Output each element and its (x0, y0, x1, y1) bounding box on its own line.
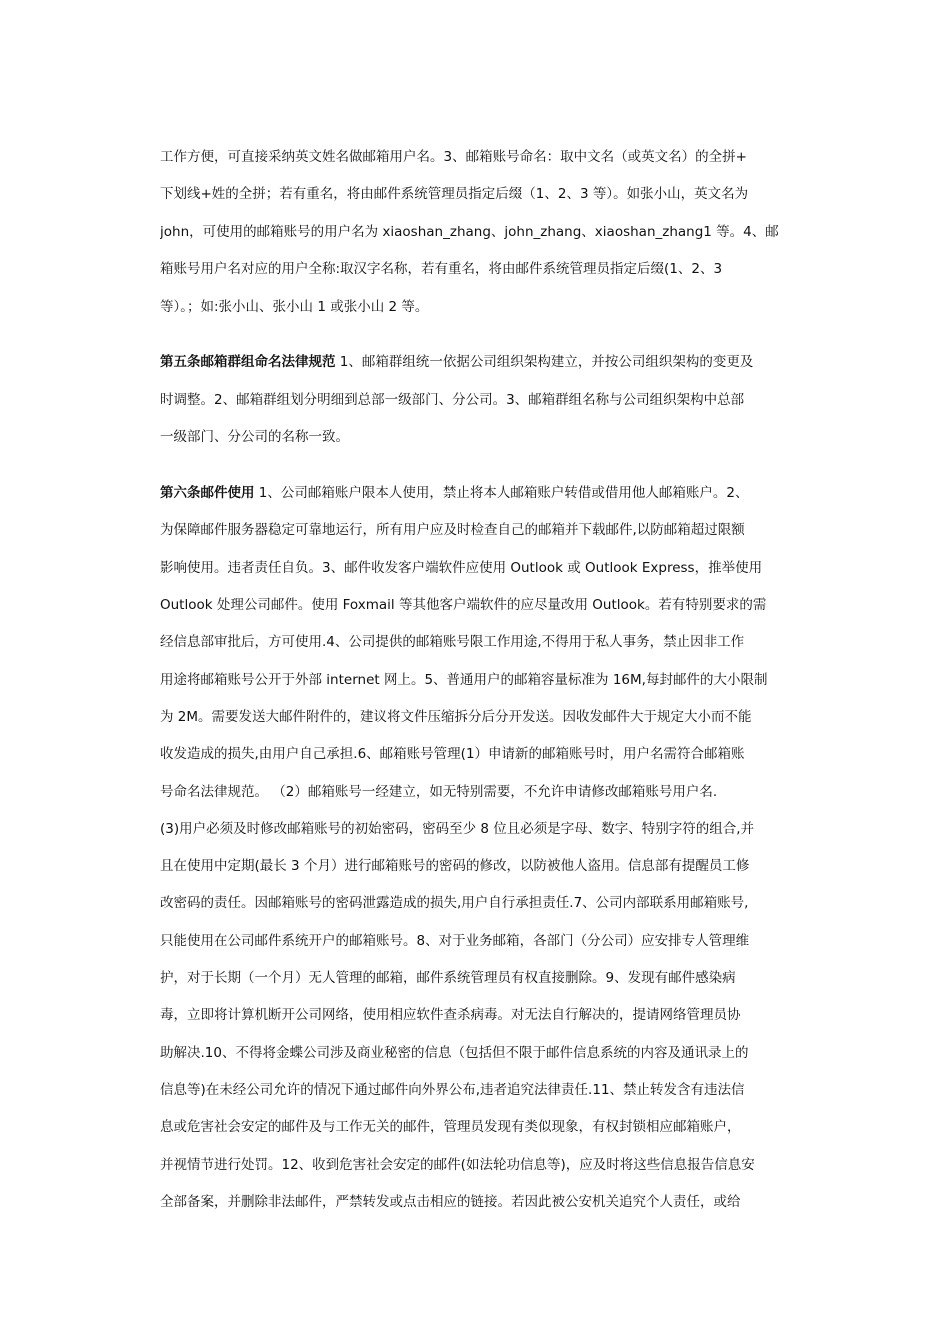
text-line: 收发造成的损失,由用户自己承担.6、邮箱账号管理(1）申请新的邮箱账号时，用户名需符合邮箱账 (160, 746, 745, 762)
text-line (160, 350, 800, 374)
text-line: 下划线+姓的全拼；若有重名，将由邮件系统管理员指定后缀（1、2、3 等）。如张小山，英文名为 (160, 186, 749, 202)
text-line: 等）。；如:张小山、张小山 1 或张小山 2 等。 (160, 299, 429, 315)
text-line: Outlook 处理公司邮件。使用 Foxmail 等其他客户端软件的应尽量改用 Outlook。若有特别要求的需 (160, 597, 767, 613)
text-line: 助解决.10、不得将金蝶公司涉及商业秘密的信息（包括但不限于邮件信息系统的内容及通讯录上的 (160, 1045, 749, 1061)
text-line: 用途将邮箱账号公开于外部 internet 网上。5、普通用户的邮箱容量标准为 16M,每封邮件的大小限制 (160, 672, 768, 688)
text-line: (3)用户必须及时修改邮箱账号的初始密码，密码至少 8 位且必须是字母、数字、特别字符的组合,并 (160, 821, 755, 837)
text-line: 为 2M。需要发送大邮件附件的，建议将文件压缩拆分后分开发送。因收发邮件大于规定大小而不能 (160, 709, 752, 725)
text-line: 箱账号用户名对应的用户全称:取汉字名称，若有重名，将由邮件系统管理员指定后缀(1、2、3 (160, 261, 723, 277)
text-line: 影响使用。违者责任自负。3、邮件收发客户端软件应使用 Outlook 或 Outlook Express，推举使用 (160, 560, 763, 576)
article-text: 1、公司邮箱账户限本人使用，禁止将本人邮箱账户转借或借用他人邮箱账户。2、 (254, 485, 749, 501)
text-line: 信息等)在未经公司允许的情况下通过邮件向外界公布,违者追究法律责任.11、禁止转发含有违法信 (160, 1082, 745, 1098)
text-line: 一级部门、分公司的名称一致。 (160, 429, 349, 445)
text-line: 且在使用中定期(最长 3 个月）进行邮箱账号的密码的修改，以防被他人盗用。信息部有提醒员工修 (160, 858, 750, 874)
article-text: 1、邮箱群组统一依据公司组织架构建立，并按公司组织架构的变更及 (335, 354, 754, 370)
text-line (160, 481, 800, 505)
text-line: 改密码的责任。因邮箱账号的密码泄露造成的损失,用户自行承担责任.7、公司内部联系用邮箱账号, (160, 895, 749, 911)
text-line: 号命名法律规范。 （2）邮箱账号一经建立，如无特别需要，不允许申请修改邮箱账号用户名. (160, 784, 718, 800)
text-line: 工作方便，可直接采纳英文姓名做邮箱用户名。3、邮箱账号命名：取中文名（或英文名）的全拼+ (160, 149, 747, 165)
text-line: 经信息部审批后，方可使用.4、公司提供的邮箱账号限工作用途,不得用于私人事务，禁止因非工作 (160, 634, 745, 650)
text-line: john，可使用的邮箱账号的用户名为 xiaoshan_zhang、john_zhang、xiaoshan_zhang1 等。4、邮 (160, 224, 779, 240)
text-line: 并视情节进行处罚。12、收到危害社会安定的邮件(如法轮功信息等)，应及时将这些信息报告信息安 (160, 1157, 755, 1173)
text-line: 全部备案，并删除非法邮件，严禁转发或点击相应的链接。若因此被公安机关追究个人责任，或给 (160, 1194, 741, 1210)
text-line: 毒，立即将计算机断开公司网络，使用相应软件查杀病毒。对无法自行解决的，提请网络管理员协 (160, 1007, 741, 1023)
text-line: 护，对于长期（一个月）无人管理的邮箱，邮件系统管理员有权直接删除。9、发现有邮件感染病 (160, 970, 736, 986)
text-line: 时调整。2、邮箱群组划分明细到总部一级部门、分公司。3、邮箱群组名称与公司组织架构中总部 (160, 392, 745, 408)
article-heading: 第五条邮箱群组命名法律规范 (160, 354, 336, 370)
text-line: 为保障邮件服务器稳定可靠地运行，所有用户应及时检查自己的邮箱并下载邮件,以防邮箱超过限额 (160, 522, 745, 538)
text-line: 息或危害社会安定的邮件及与工作无关的邮件，管理员发现有类似现象，有权封锁相应邮箱账户， (160, 1119, 741, 1135)
text-line: 只能使用在公司邮件系统开户的邮箱账号。8、对于业务邮箱，各部门（分公司）应安排专人管理维 (160, 933, 750, 949)
article-heading: 第六条邮件使用 (160, 485, 255, 501)
